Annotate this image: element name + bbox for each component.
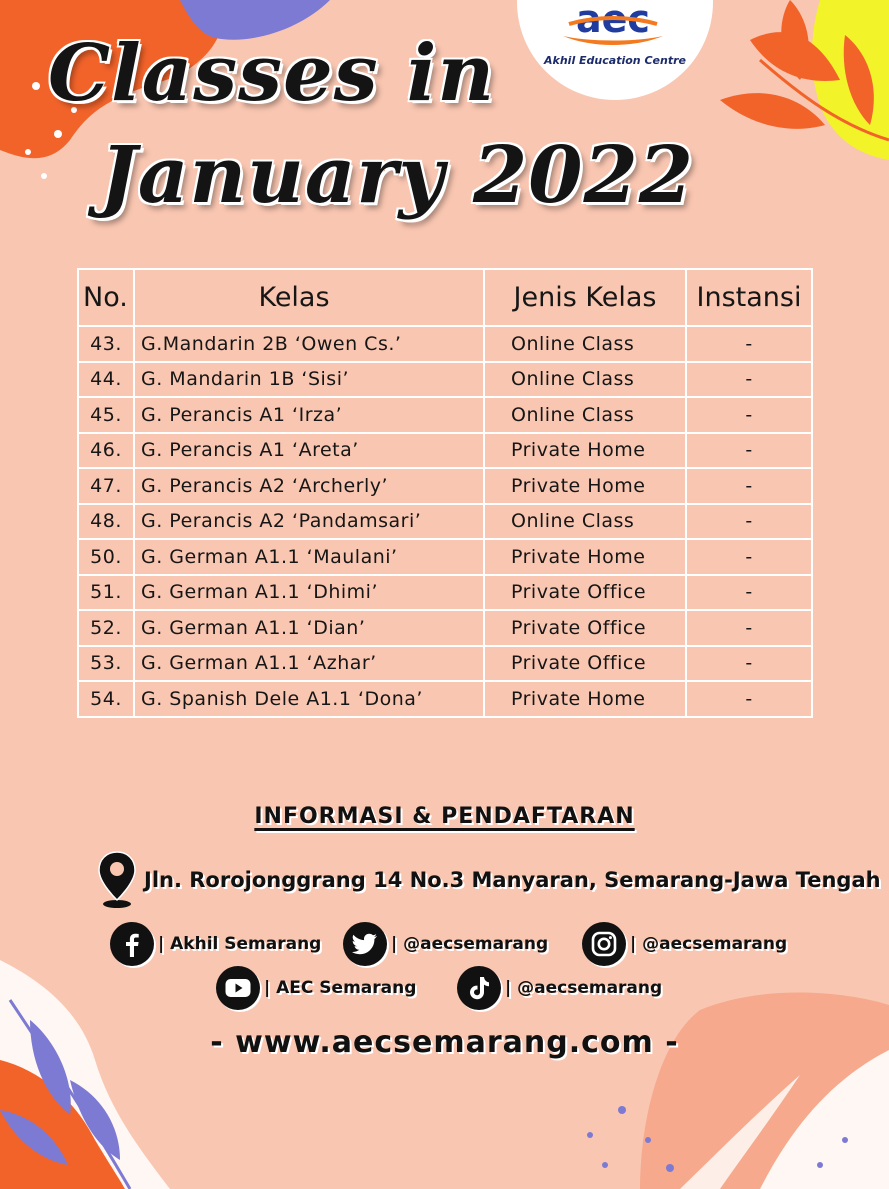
table-row <box>78 646 812 682</box>
instagram-label: | @aecsemarang <box>630 934 788 954</box>
cell-jenis: Private Home <box>484 539 686 575</box>
cell-instansi: - <box>686 539 812 575</box>
cell-kelas: G. Mandarin 1B ‘Sisi’ <box>134 362 484 398</box>
cell-instansi: - <box>686 681 812 717</box>
address <box>96 850 881 910</box>
table-row <box>78 504 812 540</box>
youtube-icon <box>216 966 260 1010</box>
title-line-2: January 2022 <box>100 130 695 221</box>
logo-name: Akhil Education Centre <box>544 54 686 67</box>
cell-instansi: - <box>686 646 812 682</box>
cell-jenis: Online Class <box>484 326 686 362</box>
header-instansi: Instansi <box>686 269 812 326</box>
facebook-icon <box>110 922 154 966</box>
aec-logo-icon <box>557 0 669 48</box>
cell-instansi: - <box>686 504 812 540</box>
cell-kelas: G. German A1.1 ‘Maulani’ <box>134 539 484 575</box>
cell-jenis: Private Home <box>484 468 686 504</box>
logo-mark-text: aec <box>576 0 650 41</box>
table-row <box>78 433 812 469</box>
cell-kelas: G. Perancis A1 ‘Areta’ <box>134 433 484 469</box>
facebook-label: | Akhil Semarang <box>158 934 322 954</box>
cell-jenis: Private Office <box>484 646 686 682</box>
info-heading-text: INFORMASI & PENDAFTARAN <box>254 804 635 829</box>
youtube-link[interactable] <box>216 966 416 1010</box>
tiktok-icon <box>457 966 501 1010</box>
facebook-link[interactable] <box>110 922 321 966</box>
tiktok-label: | @aecsemarang <box>505 978 663 998</box>
cell-kelas: G. Perancis A2 ‘Archerly’ <box>134 468 484 504</box>
table-row <box>78 468 812 504</box>
cell-no: 45. <box>78 397 134 433</box>
table-row <box>78 397 812 433</box>
cell-kelas: G.Mandarin 2B ‘Owen Cs.’ <box>134 326 484 362</box>
instagram-link[interactable] <box>582 922 787 966</box>
table-row <box>78 575 812 611</box>
twitter-icon <box>343 922 387 966</box>
table-header-row <box>78 269 812 326</box>
cell-instansi: - <box>686 362 812 398</box>
cell-kelas: G. Perancis A2 ‘Pandamsari’ <box>134 504 484 540</box>
cell-jenis: Private Office <box>484 575 686 611</box>
cell-no: 44. <box>78 362 134 398</box>
cell-no: 53. <box>78 646 134 682</box>
cell-instansi: - <box>686 468 812 504</box>
website-link[interactable]: - www.aecsemarang.com - <box>210 1025 679 1060</box>
youtube-label: | AEC Semarang <box>264 978 417 998</box>
header-no: No. <box>78 269 134 326</box>
cell-kelas: G. German A1.1 ‘Dhimi’ <box>134 575 484 611</box>
cell-no: 51. <box>78 575 134 611</box>
cell-instansi: - <box>686 397 812 433</box>
table-row <box>78 362 812 398</box>
title-line-1: Classes in <box>48 28 496 119</box>
cell-jenis: Online Class <box>484 397 686 433</box>
cell-kelas: G. German A1.1 ‘Azhar’ <box>134 646 484 682</box>
cell-no: 52. <box>78 610 134 646</box>
map-pin-icon <box>96 850 138 910</box>
cell-jenis: Private Home <box>484 433 686 469</box>
cell-jenis: Private Office <box>484 610 686 646</box>
header-kelas: Kelas <box>134 269 484 326</box>
cell-instansi: - <box>686 326 812 362</box>
classes-table <box>77 268 811 718</box>
cell-kelas: G. Spanish Dele A1.1 ‘Dona’ <box>134 681 484 717</box>
table-row <box>78 610 812 646</box>
instagram-icon <box>582 922 626 966</box>
cell-kelas: G. Perancis A1 ‘Irza’ <box>134 397 484 433</box>
cell-no: 48. <box>78 504 134 540</box>
tiktok-link[interactable] <box>457 966 662 1010</box>
cell-no: 54. <box>78 681 134 717</box>
address-text: Jln. Rorojonggrang 14 No.3 Manyaran, Semarang-Jawa Tengah <box>144 868 881 892</box>
cell-jenis: Online Class <box>484 504 686 540</box>
cell-kelas: G. German A1.1 ‘Dian’ <box>134 610 484 646</box>
table-row <box>78 539 812 575</box>
cell-no: 43. <box>78 326 134 362</box>
info-heading <box>0 804 889 829</box>
twitter-link[interactable] <box>343 922 548 966</box>
cell-instansi: - <box>686 610 812 646</box>
cell-instansi: - <box>686 433 812 469</box>
cell-no: 46. <box>78 433 134 469</box>
table-row <box>78 326 812 362</box>
cell-no: 50. <box>78 539 134 575</box>
table-row <box>78 681 812 717</box>
cell-no: 47. <box>78 468 134 504</box>
cell-instansi: - <box>686 575 812 611</box>
cell-jenis: Private Home <box>484 681 686 717</box>
twitter-label: | @aecsemarang <box>391 934 549 954</box>
cell-jenis: Online Class <box>484 362 686 398</box>
header-jenis-kelas: Jenis Kelas <box>484 269 686 326</box>
